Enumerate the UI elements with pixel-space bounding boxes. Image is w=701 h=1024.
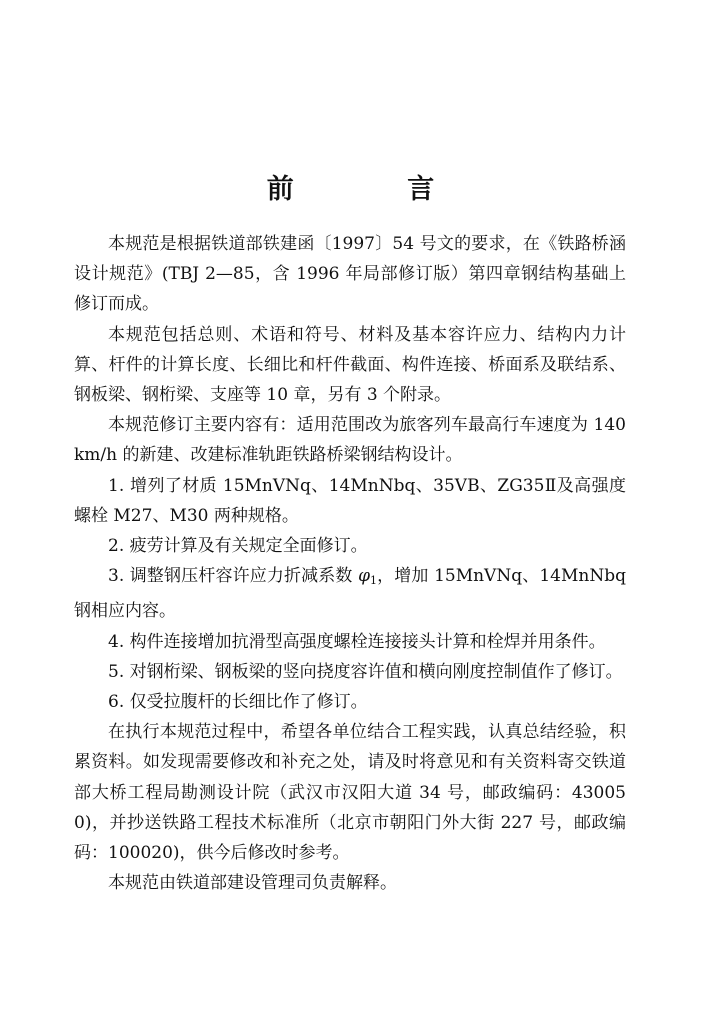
paragraph-interpretation: 本规范由铁道部建设管理司负责解释。	[108, 873, 397, 894]
paragraph-item-1: 1. 增列了材质 15MnVNq、14MnNbq、35VB、ZG35Ⅱ及高强度螺栓 M27、M30 两种规格。	[74, 475, 626, 526]
item-3-text-before: 3. 调整钢压杆容许应力折减系数	[108, 566, 359, 587]
phi-symbol: φ	[358, 566, 370, 587]
preface-body	[74, 229, 626, 898]
phi-subscript: 1	[369, 574, 377, 588]
paragraph-basis: 本规范是根据铁道部铁建函〔1997〕54 号文的要求，在《铁路桥涵设计规范》(TBJ 2—85，含 1996 年局部修订版）第四章钢结构基础上修订而成。	[74, 234, 626, 315]
page-title: 前 言	[266, 174, 487, 205]
paragraph-item-6: 6. 仅受拉腹杆的长细比作了修订。	[108, 692, 368, 713]
paragraph-revision-summary: 本规范修订主要内容有：适用范围改为旅客列车最高行车速度为 140 km/h 的新建、改建标准轨距铁路桥梁钢结构设计。	[74, 415, 626, 466]
paragraph-item-2: 2. 疲劳计算及有关规定全面修订。	[108, 536, 368, 557]
paragraph-feedback: 在执行本规范过程中，希望各单位结合工程实践，认真总结经验，积累资料。如发现需要修改和补充之处，请及时将意见和有关资料寄交铁道部大桥工程局勘测设计院（武汉市汉阳大道 34 号，邮政编码：430050)，并抄送铁路工程技术标准所（北京市朝阳门外大街 227 号，邮政编码：100020)，供今后修改时参考。	[74, 722, 626, 864]
paragraph-item-4: 4. 构件连接增加抗滑型高强度螺栓连接接头计算和栓焊并用条件。	[108, 631, 606, 652]
item-3-text-after: ，增加 15MnVNq、14MnNbq 钢相应内容。	[74, 566, 626, 622]
paragraph-scope: 本规范包括总则、术语和符号、材料及基本容许应力、结构内力计算、杆件的计算长度、长细比和杆件截面、构件连接、桥面系及联结系、钢板梁、钢桁梁、支座等 10 章，另有 3 个附录。	[74, 324, 626, 406]
paragraph-item-5: 5. 对钢桁梁、钢板梁的竖向挠度容许值和横向刚度控制值作了修订。	[108, 661, 623, 682]
paragraph-item-3	[74, 561, 626, 626]
